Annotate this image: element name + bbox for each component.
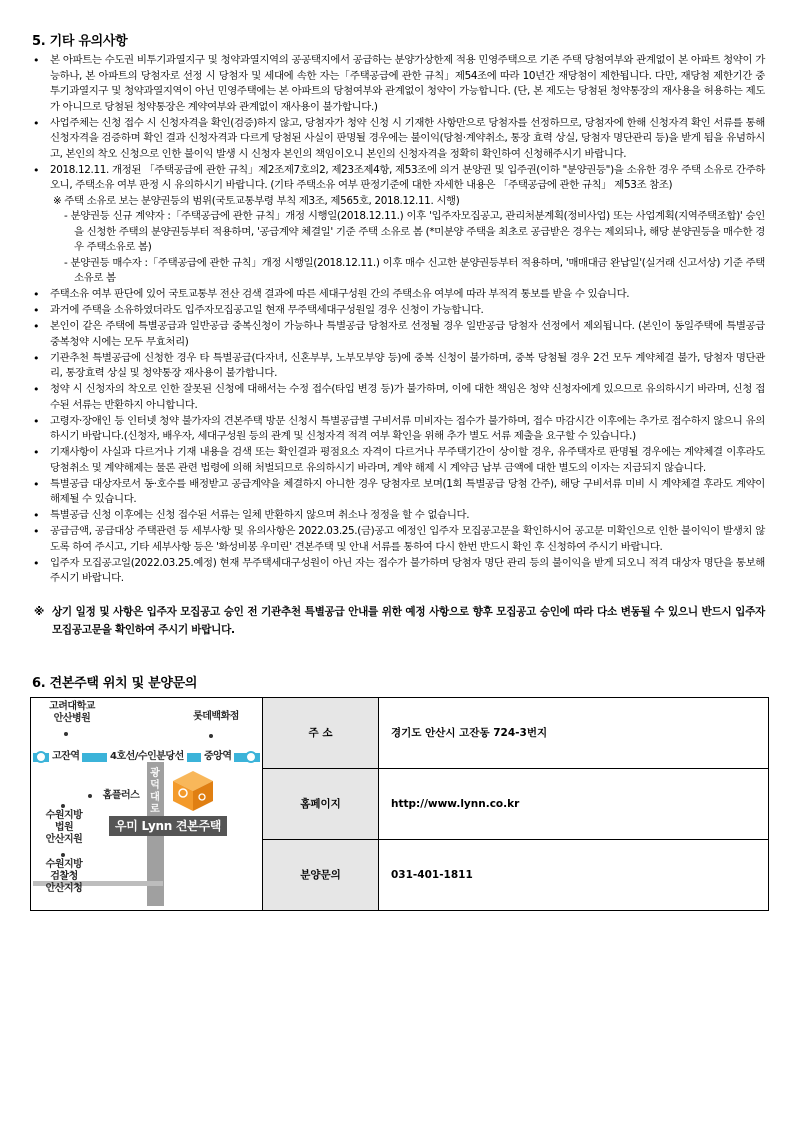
document-page [30,30,765,911]
notice-item: • 청약 시 신청자의 착오로 인한 잘못된 신청에 대해서는 수정 접수(타입 변경 등)가 불가하며, 이에 대한 책임은 청약 신청자에게 있으므로 유의하시기 바라며, 신청 접수된 서류는 반환하지 아니합니다. [30,382,765,413]
address-label: 주 소 [263,697,379,768]
map-label-gojan-station: 고잔역 [49,749,82,765]
map-marker-lotte [209,734,213,738]
notice-item: • 기재사항이 사실과 다르거나 기재 내용을 검색 또는 확인결과 평점요소 자격이 다르거나 무주택기간이 상이할 경우, 유주택자로 판명될 경우에는 계약체결 이후라도 당첨취소 및 계약해제는 물론 관련 법령에 의해 처벌되므로 유의하시기 바라며, 계약 해제 시 계약금 납부 금액에 대한 별도의 이자는 지급되지 않습니다. [30,445,765,476]
section-6 [30,672,765,911]
map-label-prosecution: 수원지방 검찰청 안산지청 [45,858,83,894]
map-label-road: 광덕대로 [150,767,160,815]
homepage-label: 홈페이지 [263,768,379,839]
inquiry-phone: 031-401-1811 [379,839,769,910]
map-marker-hospital [64,732,68,736]
important-notice [30,603,765,639]
model-house-cube-icon [171,769,215,813]
notice-item: • 주택소유 여부 판단에 있어 국토교통부 전산 검색 결과에 따른 세대구성원 간의 주택소유 여부에 따라 부적격 통보를 받을 수 있습니다. [30,287,765,303]
notice-item: • 공급금액, 공급대상 주택관련 등 세부사항 및 유의사항은 2022.03.25.(금)공고 예정인 입주자 모집공고문을 확인하시어 공고문 미확인으로 인한 불이익이 발생치 않도록 하여 주시고, 기타 세부사항 등은 '화성비봉 우미린' 견본주택 및 안내 서류를 통하여 다시 한번 반드시 확인 후 신청하여 주시기 바랍니다. [30,524,765,555]
notice-item: • 입주자 모집공고일(2022.03.25.예정) 현재 무주택세대구성원이 아닌 자는 접수가 불가하며 당첨자 명단 관리 등의 불이익을 받게 되오니 적격 대상자 명단을 통보해 주시기 바랍니다. [30,556,765,587]
address-value: 경기도 안산시 고잔동 724-3번지 [379,697,769,768]
station-marker-jungang [245,751,257,763]
map-marker-court [61,804,65,808]
map-cell [31,697,263,910]
inquiry-label: 분양문의 [263,839,379,910]
station-marker-gojan [35,751,47,763]
ownership-sub-new-contract: - 분양권등 신규 계약자 :「주택공급에 관한 규칙」개정 시행일(2018.12.11.) 이후 '입주자모집공고, 관리처분계획(정비사업) 또는 사업계획(지역주택조합)' 승인을 신청한 주택의 분양권등부터 적용하며, '공급계약 체결일' 기준 주택 소유로 봄 (*미분양 주택을 최초로 공급받은 경우는 제외되나, 해당 분양권등을 매수한 경우 주택소유로 봄) [64,210,765,253]
notice-item-ownership [30,163,765,287]
ownership-scope-note: ※ 주택 소유로 보는 분양권등의 범위(국토교통부령 부칙 제3조, 제565호, 2018.12.11. 시행) [53,194,460,207]
map-label-court: 수원지방 법원 안산지원 [45,809,83,845]
notice-item: • 특별공급 신청 이후에는 신청 접수된 서류는 일체 반환하지 않으며 취소나 정정을 할 수 없습니다. [30,508,765,524]
table-row [31,697,769,768]
notice-item: • 본인이 같은 주택에 특별공급과 일반공급 중복신청이 가능하나 특별공급 당첨자로 선정될 경우 일반공급 당첨자 선정에서 제외됩니다. (본인이 동일주택에 특별공급 중복청약 시에는 모두 무효처리) [30,319,765,350]
map-label-subway-line: 4호선/수인분당선 [107,749,187,765]
map-label-homeplus: 홈플러스 [102,789,140,801]
reference-mark: ※ [34,605,44,618]
map-label-jungang-station: 중앙역 [201,749,234,765]
notice-item: • 과거에 주택을 소유하였더라도 입주자모집공고일 현재 무주택세대구성원일 경우 신청이 가능합니다. [30,303,765,319]
location-map [31,698,262,906]
notice-item: • 사업주체는 신청 접수 시 신청자격을 확인(검증)하지 않고, 당첨자가 청약 신청 시 기재한 사항만으로 당첨자를 선정하므로, 당첨자에 한해 신청자격 확인 서류를 통해 신청자격을 검증하며 확인 결과 신청자격과 다르게 당첨된 사실이 판명될 경우에는 불이익(당첨·계약취소, 통장 효력 상실, 당첨자 명단관리 등)을 받게 됨을 유념하시고, 본인의 착오 신청으로 인한 불이익 발생 시 신청자 본인의 책임이오니 본인의 신청자격을 정확히 확인하여 신청해주시기 바랍니다. [30,116,765,163]
map-label-hospital: 고려대학교 안산병원 [49,700,95,724]
notice-list [30,53,765,587]
ownership-sub-buyer: - 분양권등 매수자 :「주택공급에 관한 규칙」개정 시행일(2018.12.11.) 이후 매수 신고한 분양권등부터 적용하며, '매매대금 완납일'(실거래 신고서상) 기준 주택 소유로 봄 [64,256,765,284]
model-house-badge: 우미 Lynn 견본주택 [109,816,227,836]
notice-item: • 특별공급 대상자로서 동·호수를 배정받고 공급계약을 체결하지 아니한 경우 당첨자로 보며(1회 특별공급 당첨 간주), 해당 구비서류 미비 시 계약체결 후라도 계약이 해제될 수 있습니다. [30,477,765,508]
map-marker-homeplus [88,794,92,798]
notice-item: • 기관추천 특별공급에 신청한 경우 타 특별공급(다자녀, 신혼부부, 노부모부양 등)에 중복 신청이 불가하며, 중복 당첨될 경우 2건 모두 계약체결 불가, 당첨자 명단관리, 통장효력 상실 및 청약통장 재사용이 불가합니다. [30,351,765,382]
notice-item: • 고령자·장애인 등 인터넷 청약 불가자의 견본주택 방문 신청시 특별공급별 구비서류 미비자는 접수가 불가하며, 접수 마감시간 이후에는 추가로 접수하지 않으니 유의하시기 바랍니다.(신청자, 배우자, 세대구성원 등의 관계 및 신청자격 적격 여부 확인을 위해 추가 별도 서류 제출을 요구할 수 있습니다.) [30,414,765,445]
notice-item: • 본 아파트는 수도권 비투기과열지구 및 청약과열지역의 공공택지에서 공급하는 분양가상한제 적용 민영주택으로 기존 주택 당첨여부와 관계없이 본 아파트 청약이 가능하나, 본 아파트의 당첨자로 선정 시 당첨자 및 세대에 속한 자는「주택공급에 관한 규칙」제54조에 따라 10년간 재당첨이 제한됩니다. 다만, 재당첨 제한기간 중 투기과열지구 및 청약과열지역이 아닌 민영주택에는 본 아파트의 당첨여부와 관계없이 청약이 가능합니다. (단, 본 제도는 당첨된 청약통장의 재사용을 허용하는 제도가 아니므로 당첨된 청약통장은 계약여부와 관계없이 재사용이 불가합니다.) [30,53,765,115]
homepage-link[interactable]: http://www.lynn.co.kr [379,768,769,839]
map-marker-prosecution [61,853,65,857]
important-notice-text: 상기 일정 및 사항은 입주자 모집공고 승인 전 기관추천 특별공급 안내를 위한 예정 사항으로 향후 모집공고 승인에 따라 다소 변동될 수 있으니 반드시 입주자 모집공고문을 확인하여 주시기 바랍니다. [52,605,765,636]
location-table [30,697,769,911]
map-label-lotte: 롯데백화점 [193,710,239,722]
section-6-title: 6. 견본주택 위치 및 분양문의 [32,675,198,691]
section-5-title: 5. 기타 유의사항 [32,34,128,49]
notice-text: 2018.12.11. 개정된 「주택공급에 관한 규칙」제2조제7호의2, 제23조제4항, 제53조에 의거 분양권 및 입주권(이하 "분양권등")을 소유한 경우 주택 소유로 간주하오니, 주택소유 여부 판정 시 유의하시기 바랍니다. (기타 주택소유 여부 판정기준에 대한 자세한 내용은 「주택공급에 관한 규칙」 제53조 참조) [50,163,765,191]
